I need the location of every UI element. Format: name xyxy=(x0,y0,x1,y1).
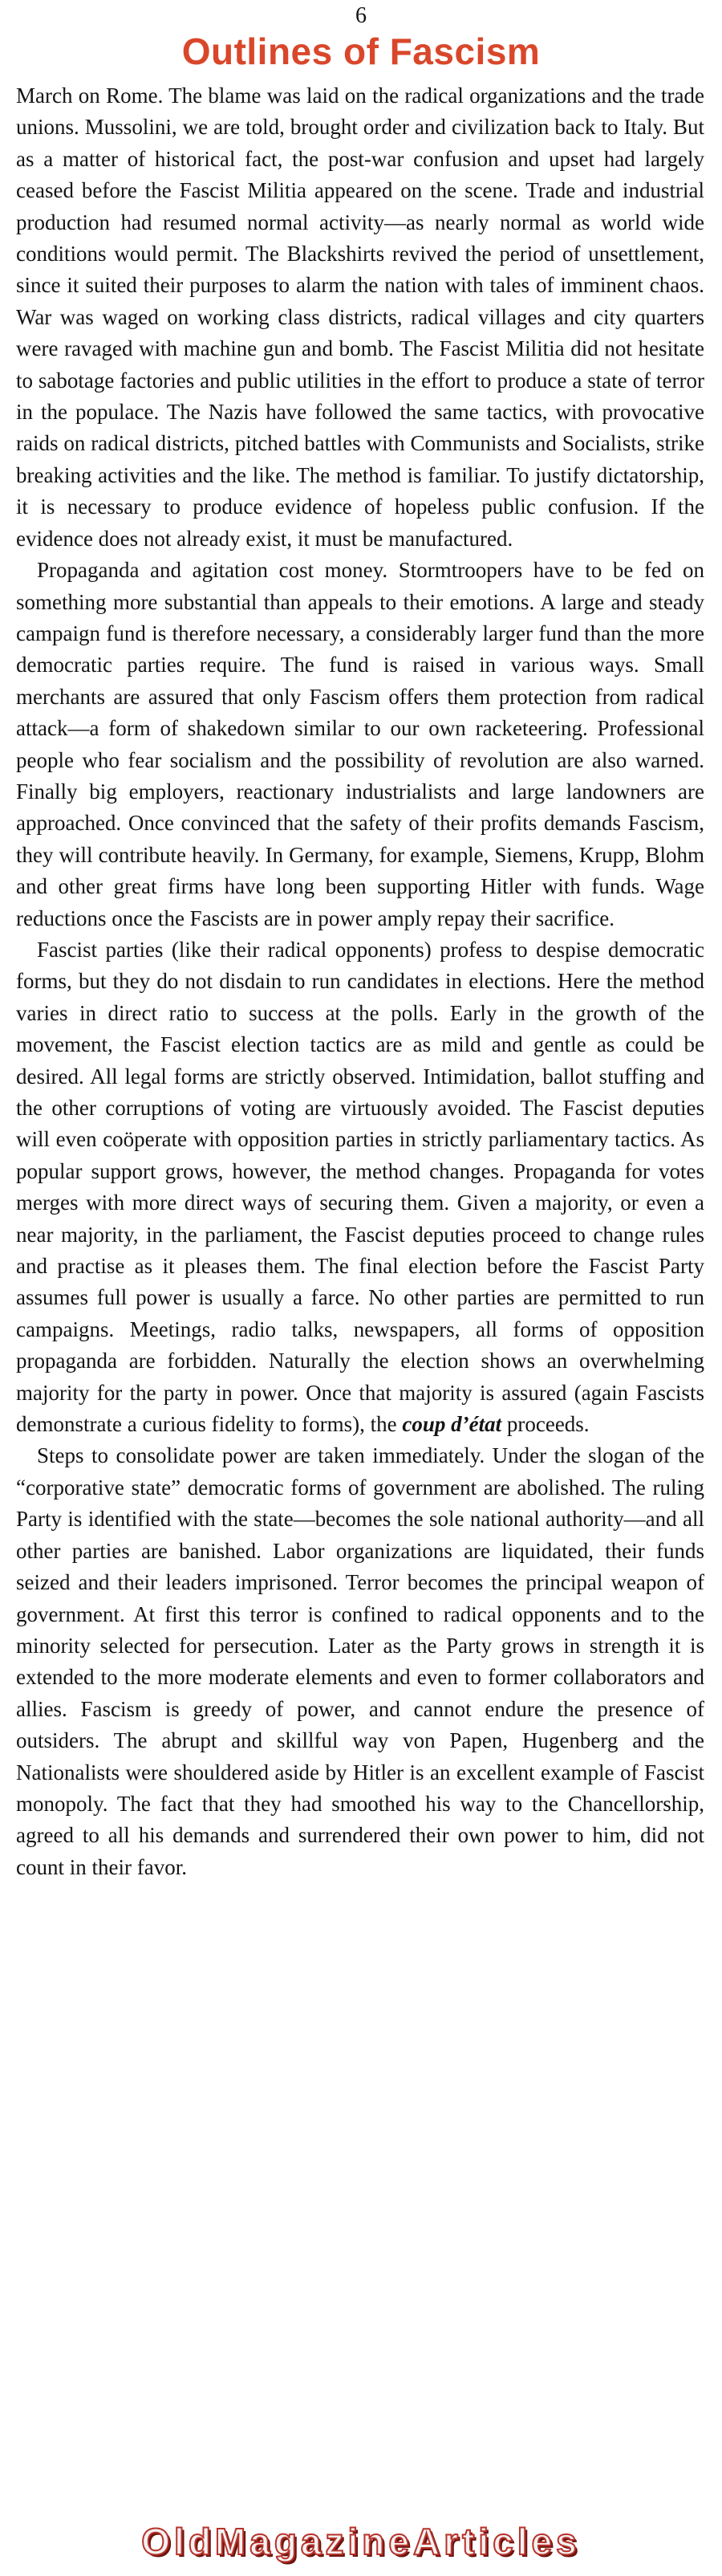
paragraph-march-on-rome: March on Rome. The blame was laid on the radical organizations and the trade unions. Mussolini, we are told, brought order and civilization back to Italy. But as a matter of historical fact, the post-war confusion and upset had largely ceased before the Fascist Militia appeared on the scene. Trade and industrial production had resumed normal activity—as nearly normal as world wide conditions would permit. The Blackshirts revived the period of unsettlement, since it suited their purposes to alarm the nation with tales of imminent chaos. War was waged on working class districts, radical villages and city quarters were ravaged with machine gun and bomb. The Fascist Militia did not hesitate to sabotage factories and public utilities in the effort to produce a state of terror in the populace. The Nazis have followed the same tactics, with provocative raids on radical districts, pitched battles with Communists and Socialists, strike breaking activities and the like. The method is familiar. To justify dictatorship, it is necessary to produce evidence of hopeless public confusion. If the evidence does not already exist, it must be manufactured. xyxy=(16,83,704,551)
page-number: 6 xyxy=(355,3,367,28)
article-body xyxy=(16,80,704,1883)
coup-phrase: coup d’état xyxy=(402,1412,502,1437)
site-logo-text: OldMagazineArticles xyxy=(141,2521,581,2562)
footer-watermark xyxy=(0,2516,722,2567)
paragraph-propaganda-funding: Propaganda and agitation cost money. Stormtroopers have to be fed on something more substantial than appeals to their emotions. A large and steady campaign fund is therefore necessary, a considerably larger fund than the more democratic parties require. The fund is raised in various ways. Small merchants are assured that only Fascism offers them protection from radical attack—a form of shakedown similar to our own racketeering. Professional people who fear socialism and the possibility of revolution are also warned. Finally big employers, reactionary industrialists and large landowners are approached. Once convinced that the safety of their profits demands Fascism, they will contribute heavily. In Germany, for example, Siemens, Krupp, Blohm and other great firms have long been supporting Hitler with funds. Wage reductions once the Fascists are in power amply repay their sacrifice. xyxy=(16,558,704,930)
paragraph-elections-text: Fascist parties (like their radical opponents) profess to despise democratic forms, but they do not disdain to run candidates in elections. Here the method varies in direct ratio to success at the polls. Early in the growth of the movement, the Fascist election tactics are as mild and gentle as could be desired. All legal forms are strictly observed. Intimidation, ballot stuffing and the other corruptions of voting are virtuously avoided. The Fascist deputies will even coöperate with opposition parties in strictly parliamentary tactics. As popular support grows, however, the method changes. Propaganda for votes merges with more direct ways of securing them. Given a majority, or even a near majority, in the parliament, the Fascist deputies proceed to change rules and practise as it pleases them. The final election before the Fascist Party assumes full power is usually a farce. No other parties are permitted to run campaigns. Meetings, radio talks, newspapers, all forms of opposition propaganda are forbidden. Naturally the election shows an overwhelming majority for the party in power. Once that majority is assured (again Fascists demonstrate a curious fidelity to forms), the xyxy=(16,937,704,1437)
paragraph-consolidate-power: Steps to consolidate power are taken immediately. Under the slogan of the “corporative state” democratic forms of government are abolished. The ruling Party is identified with the state—becomes the sole national authority—and all other parties are banished. Labor organizations are liquidated, their funds seized and their leaders imprisoned. Terror becomes the principal weapon of government. At first this terror is confined to radical opponents and to the minority selected for persecution. Later as the Party grows in strength it is extended to the more moderate elements and even to former collaborators and allies. Fascism is greedy of power, and cannot endure the presence of outsiders. The abrupt and skillful way von Papen, Hugenberg and the Nationalists were shouldered aside by Hitler is an excellent example of Fascist monopoly. The fact that they had smoothed his way to the Chancellorship, agreed to all his demands and surrendered their own power to him, did not count in their favor. xyxy=(16,1443,704,1879)
article-title: Outlines of Fascism xyxy=(181,31,541,72)
coup-tail: proceeds. xyxy=(501,1412,590,1437)
paragraph-elections xyxy=(16,934,704,1441)
